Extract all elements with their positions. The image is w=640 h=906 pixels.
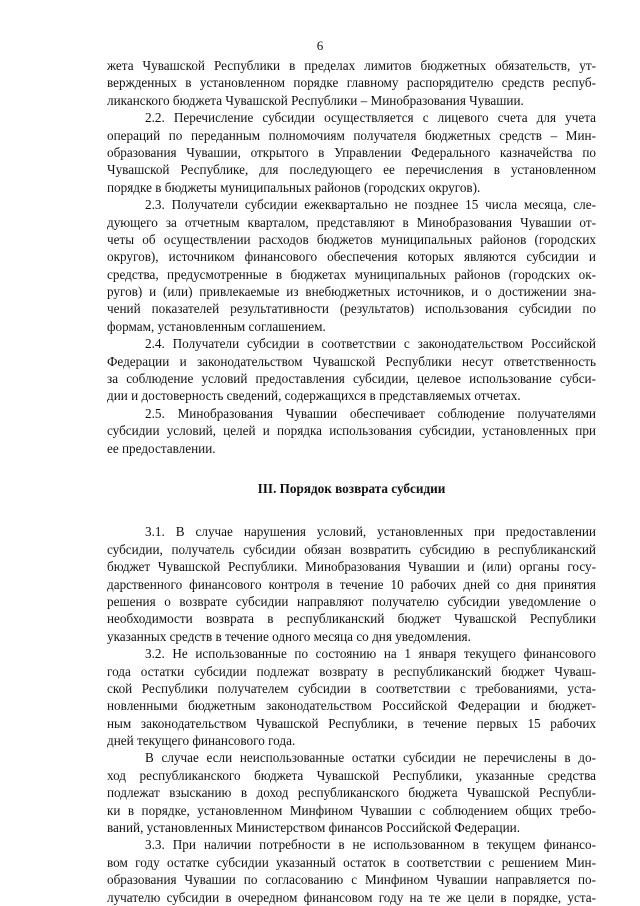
text-line: субсидии, получатель субсидии обязан возвратить субсидию в республиканский xyxy=(107,541,596,557)
text-line: 3.1. В случае нарушения условий, установленных при предоставлении xyxy=(145,524,596,540)
page-number: 6 xyxy=(316,38,324,53)
text-line: средства, предусмотренные в бюджетах муниципальных районов (городских ок- xyxy=(107,266,596,282)
text-line: четы об осуществлении расходов бюджетов муниципальных районов (городских xyxy=(107,231,596,247)
text-line: подлежат взысканию в доход республиканского бюджета Чувашской Республи- xyxy=(107,785,596,801)
text-line: ки в порядке, установленном Минфином Чувашии с соблюдением общих требо- xyxy=(107,802,596,818)
text-line: Чувашской Республике, для последующего ее перечисления в установленном xyxy=(107,162,596,178)
section-3-text xyxy=(107,523,596,906)
section-2-text xyxy=(107,57,596,457)
text-line: образования Чувашии, открытого в Управлении Федерального казначейства по xyxy=(107,144,596,160)
text-line: года остатки субсидии подлежат возврату в республиканский бюджет Чуваш- xyxy=(107,663,596,679)
text-line: дии и достоверность сведений, содержащихся в представляемых отчетах. xyxy=(107,388,521,404)
text-line: жета Чувашской Республики в пределах лимитов бюджетных обязательств, ут- xyxy=(107,58,596,73)
text-line: бюджет Чувашской Республики. Минобразования Чувашии и (или) органы госу- xyxy=(107,559,596,575)
text-line: 3.2. Не использованные по состоянию на 1 января текущего финансового xyxy=(145,646,596,662)
text-line: образования Чувашии по согласованию с Минфином Чувашии направляется по- xyxy=(107,872,596,888)
text-line: субсидии условий, целей и порядка использования субсидии, установленных при xyxy=(107,423,596,439)
text-line: чений показателей результативности (результатов) использования субсидии по xyxy=(107,301,596,317)
text-line: указанных средств в течение одного месяца со дня уведомления. xyxy=(107,628,471,644)
document-body xyxy=(107,57,596,906)
section-3-heading: III. Порядок возврата субсидии xyxy=(257,480,446,496)
text-line: округов), источником финансового обеспечения которых являются субсидии и xyxy=(107,249,596,265)
text-line: дующего за отчетным кварталом, представляют в Минобразования Чувашии от- xyxy=(107,214,596,230)
text-line: ее предоставлении. xyxy=(107,440,216,456)
text-line: новленными бюджетным законодательством Российской Федерации и бюджет- xyxy=(107,698,596,714)
text-line: необходимости возврата в республиканский бюджет Чувашской Республики xyxy=(107,611,596,627)
text-line: 2.3. Получатели субсидии ежеквартально не позднее 15 числа месяца, сле- xyxy=(145,197,596,213)
text-line: вом году остатке субсидии указанный остаток в соответствии с решением Мин- xyxy=(107,854,596,870)
text-line: формам, установленным соглашением. xyxy=(107,318,326,334)
text-line: ным законодательством Чувашской Республики, в течение первых 15 рабочих xyxy=(107,715,596,731)
text-line: ликанского бюджета Чувашской Республики – Минобразования Чувашии. xyxy=(107,92,524,108)
text-line: вержденных в установленном порядке главному распорядителю средств респуб- xyxy=(107,75,596,91)
text-line: ской Республики получателем субсидии в соответствии с требованиями, уста- xyxy=(107,680,596,696)
text-line: решения о возврате субсидии направляют получателю субсидии уведомление о xyxy=(107,593,596,609)
text-line: ход республиканского бюджета Чувашской Республики, указанные средства xyxy=(107,767,596,783)
text-line: операций по переданным полномочиям получателя бюджетных средств – Мин- xyxy=(107,127,596,143)
text-line: 2.4. Получатели субсидии в соответствии с законодательством Российской xyxy=(145,336,596,352)
text-line: ваний, установленных Министерством финансов Российской Федерации. xyxy=(107,820,521,836)
text-line: порядке в бюджеты муниципальных районов (городских округов). xyxy=(107,179,481,195)
text-line: лучателю субсидии в очередном финансовом году на те же цели в порядке, уста- xyxy=(107,889,596,905)
text-line: 2.2. Перечисление субсидии осуществляется с лицевого счета для учета xyxy=(145,110,596,126)
text-line: Федерации и законодательством Чувашской Республики несут ответственность xyxy=(107,353,596,369)
text-line: 2.5. Минобразования Чувашии обеспечивает соблюдение получателями xyxy=(145,405,596,421)
text-line: за соблюдение условий предоставления субсидии, целевое использование субси- xyxy=(107,371,596,387)
text-line: дней текущего финансового года. xyxy=(107,733,296,749)
text-line: 3.3. При наличии потребности в не использованном в текущем финансо- xyxy=(145,837,596,853)
text-line: В случае если неиспользованные остатки субсидии не перечислены в до- xyxy=(145,750,596,766)
text-line: дарственного финансового контроля в течение 10 рабочих дней со дня принятия xyxy=(107,576,596,592)
text-line: ругов) и (или) привлекаемые из внебюджетных источников, и о достижении зна- xyxy=(107,284,596,300)
